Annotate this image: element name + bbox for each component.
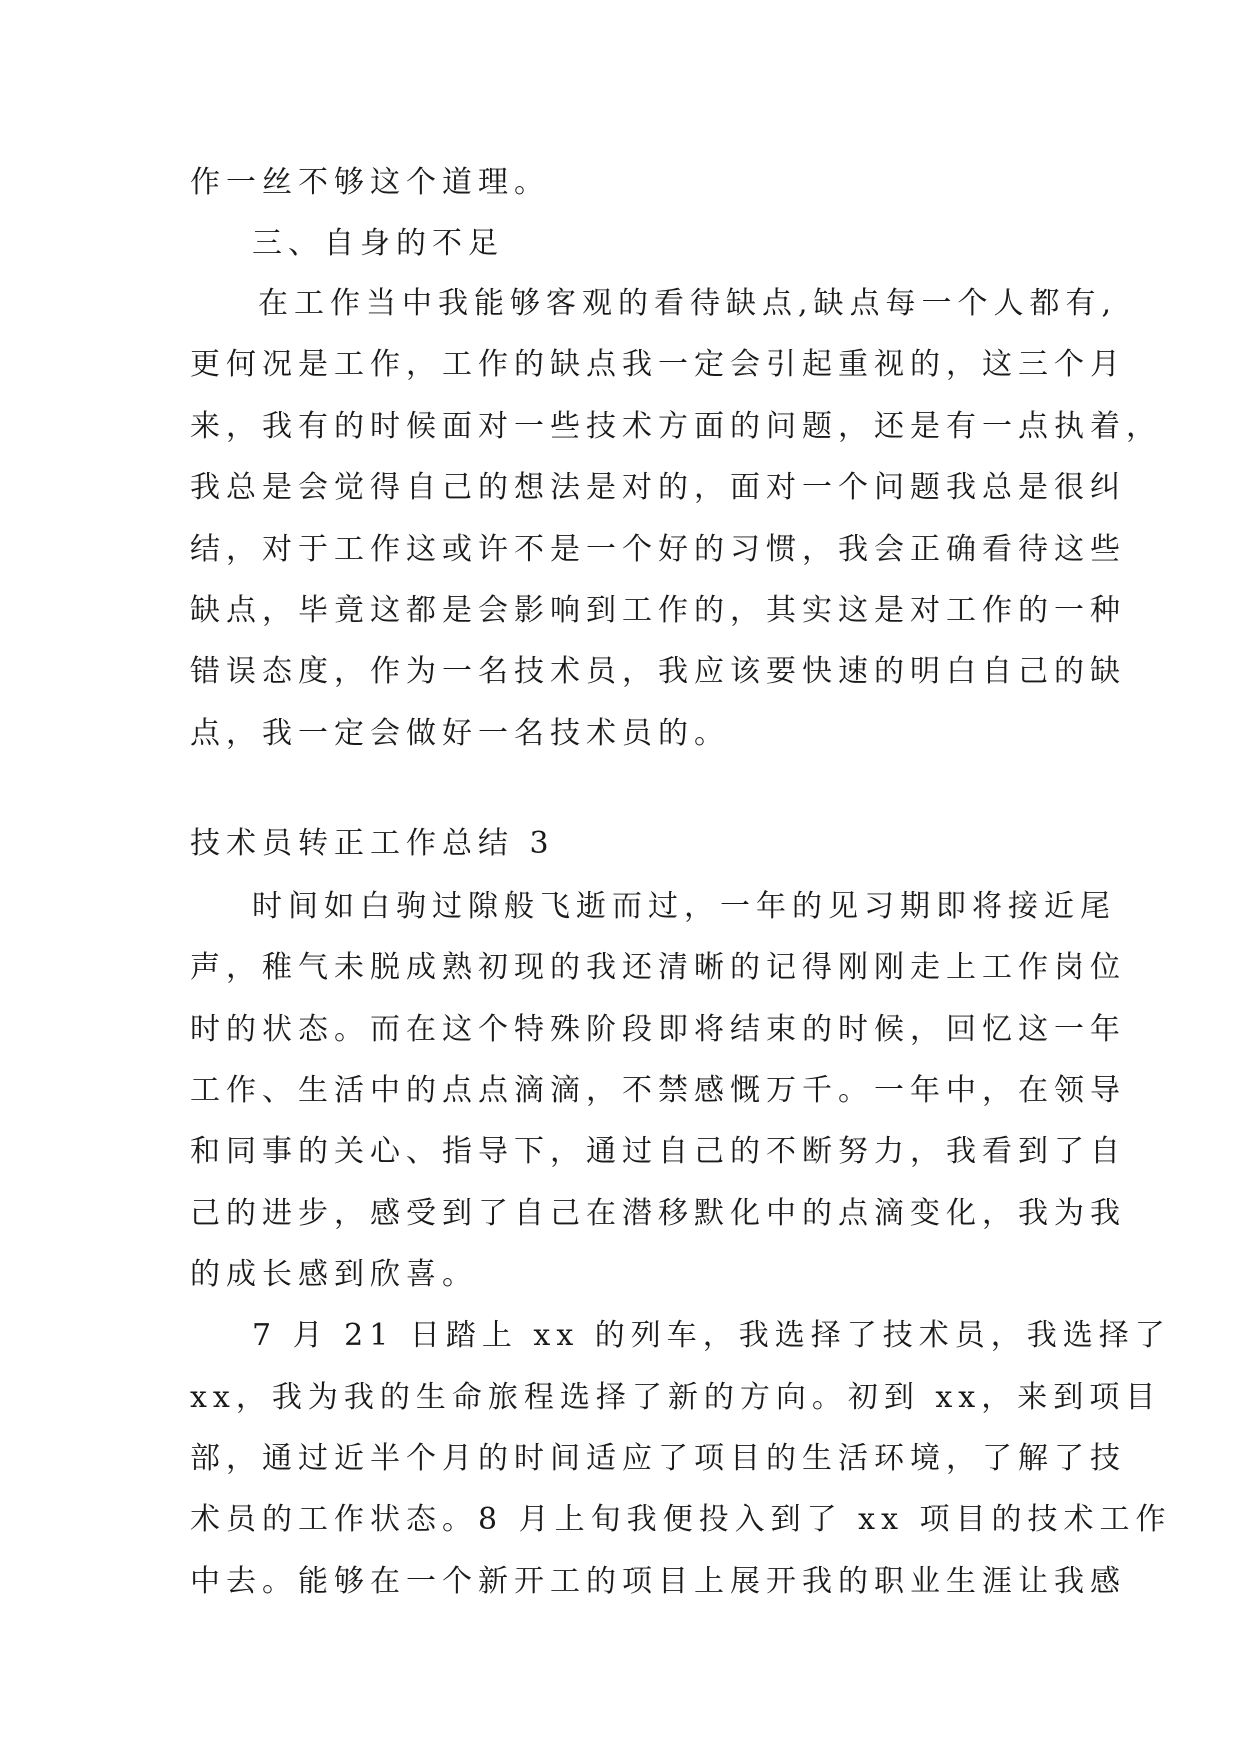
- paragraph-line: 部，通过近半个月的时间适应了项目的生活环境，了解了技: [190, 1441, 1126, 1476]
- paragraph-line: 我总是会觉得自己的想法是对的，面对一个问题我总是很纠: [190, 470, 1126, 505]
- paragraph-line: 7 月 21 日踏上 xx 的列车，我选择了技术员，我选择了: [252, 1318, 1171, 1353]
- paragraph-line: 错误态度，作为一名技术员，我应该要快速的明白自己的缺: [190, 654, 1126, 689]
- paragraph-line: 时间如白驹过隙般飞逝而过，一年的见习期即将接近尾: [252, 889, 1116, 924]
- paragraph-line: 在工作当中我能够客观的看待缺点,缺点每一个人都有,: [258, 286, 1118, 321]
- paragraph-line: 声，稚气未脱成熟初现的我还清晰的记得刚刚走上工作岗位: [190, 950, 1126, 985]
- section-title: 技术员转正工作总结 3: [190, 826, 555, 861]
- paragraph-line: 术员的工作状态。8 月上旬我便投入到了 xx 项目的技术工作: [190, 1502, 1172, 1537]
- paragraph-line: xx，我为我的生命旅程选择了新的方向。初到 xx，来到项目: [190, 1380, 1162, 1415]
- paragraph-line: 来，我有的时候面对一些技术方面的问题，还是有一点执着，: [190, 409, 1162, 444]
- paragraph-line: 缺点，毕竟这都是会影响到工作的，其实这是对工作的一种: [190, 593, 1126, 628]
- paragraph-line: 点，我一定会做好一名技术员的。: [190, 716, 730, 751]
- paragraph-line: 作一丝不够这个道理。: [190, 165, 550, 200]
- paragraph-line: 和同事的关心、指导下，通过自己的不断努力，我看到了自: [190, 1134, 1126, 1169]
- paragraph-line: 己的进步，感受到了自己在潜移默化中的点滴变化，我为我: [190, 1196, 1126, 1231]
- paragraph-line: 的成长感到欣喜。: [190, 1257, 478, 1292]
- paragraph-line: 中去。能够在一个新开工的项目上展开我的职业生涯让我感: [190, 1564, 1126, 1599]
- paragraph-line: 结，对于工作这或许不是一个好的习惯，我会正确看待这些: [190, 532, 1126, 567]
- paragraph-line: 工作、生活中的点点滴滴，不禁感慨万千。一年中，在领导: [190, 1073, 1126, 1108]
- paragraph-line: 时的状态。而在这个特殊阶段即将结束的时候，回忆这一年: [190, 1012, 1126, 1047]
- paragraph-line: 更何况是工作，工作的缺点我一定会引起重视的，这三个月: [190, 347, 1126, 382]
- section-heading: 三、自身的不足: [252, 226, 504, 261]
